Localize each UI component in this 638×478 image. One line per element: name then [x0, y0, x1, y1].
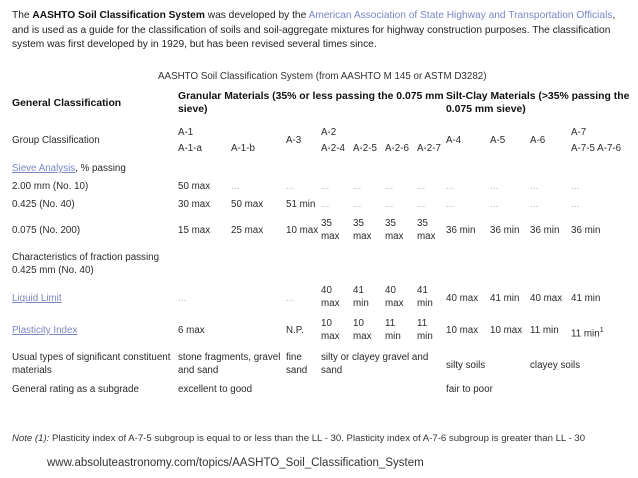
sieve-row2-a7: ...	[571, 199, 580, 210]
group-a3: A-3	[286, 135, 302, 146]
plasticity-index-link[interactable]: Plasticity Index	[12, 325, 78, 336]
sieve-row2-a24: ...	[321, 199, 330, 210]
group-a76: A-7-6	[597, 143, 622, 154]
ll-a1: ...	[178, 293, 187, 304]
pi-a26-value: 11	[385, 318, 396, 329]
footnote-text: Plasticity index of A-7-5 subgroup is equal to or less than the LL - 30. Plasticity index of A-7-6 subgroup is greater than LL - 30	[49, 433, 586, 444]
ll-a25-value: 41	[353, 285, 364, 296]
aashto-link[interactable]: American Association of State Highway and Transportation Officials	[308, 10, 613, 21]
ll-a24-qual: max	[321, 298, 340, 309]
ll-a26-qual: max	[385, 298, 404, 309]
header-granular-2: sieve)	[178, 104, 208, 115]
group-a1: A-1	[178, 127, 194, 138]
ll-a26-value: 40	[385, 285, 396, 296]
intro-text-2: was developed by the	[204, 10, 309, 21]
group-a27: A-2-7	[417, 143, 441, 154]
sieve-row2-a27: ...	[417, 199, 426, 210]
sieve-row1-a5: ...	[490, 181, 499, 192]
sieve-row1-a1a: 50 max	[178, 181, 211, 192]
sieve-row3-a24-qual: max	[321, 231, 340, 242]
pi-a5: 10 max	[490, 325, 523, 336]
usual-fine-2: sand	[286, 365, 308, 376]
group-a5: A-5	[490, 135, 506, 146]
sieve-row2-a25: ...	[353, 199, 362, 210]
usual-a2-2: sand	[321, 365, 343, 376]
group-a2: A-2	[321, 127, 337, 138]
ll-a3: ...	[286, 293, 295, 304]
pi-a26-qual: min	[385, 331, 401, 342]
sieve-row3-a5: 36 min	[490, 225, 520, 236]
sieve-row3-label: 0.075 (No. 200)	[12, 225, 81, 236]
pi-a6: 11 min	[530, 325, 559, 336]
sieve-row3-a1b: 25 max	[231, 225, 264, 236]
group-a4: A-4	[446, 135, 462, 146]
ll-a27-qual: min	[417, 298, 433, 309]
sieve-row3-a25-value: 35	[353, 218, 364, 229]
pi-a27-value: 11	[417, 318, 428, 329]
usual-granular-2: and sand	[178, 365, 219, 376]
pi-a7-footnote: 1	[599, 327, 604, 334]
sieve-row1-a7: ...	[571, 181, 580, 192]
sieve-row2-a1a: 30 max	[178, 199, 211, 210]
source-url: www.absoluteastronomy.com/topics/AASHTO_Soil_Classification_System	[47, 457, 424, 469]
table-caption: AASHTO Soil Classification System (from AASHTO M 145 or ASTM D3282)	[158, 71, 487, 82]
group-a24: A-2-4	[321, 143, 345, 154]
sieve-row2-a1b: 50 max	[231, 199, 264, 210]
group-a25: A-2-5	[353, 143, 377, 154]
sieve-row1-a4: ...	[446, 181, 455, 192]
ll-a24-value: 40	[321, 285, 332, 296]
ll-a25-qual: min	[353, 298, 369, 309]
pi-a25-value: 10	[353, 318, 364, 329]
ll-a27-value: 41	[417, 285, 428, 296]
pi-a25-qual: max	[353, 331, 372, 342]
ll-a7: 41 min	[571, 293, 601, 304]
pi-a7-value: 11 min	[571, 328, 600, 340]
rating-poor: fair to poor	[446, 384, 493, 395]
sieve-row3-a26-value: 35	[385, 218, 396, 229]
ll-a5: 41 min	[490, 293, 520, 304]
sieve-row1-a6: ...	[530, 181, 539, 192]
sieve-row3-a4: 36 min	[446, 225, 476, 236]
sieve-row2-a5: ...	[490, 199, 499, 210]
pi-a27-qual: min	[417, 331, 433, 342]
sieve-row3-a7: 36 min	[571, 225, 601, 236]
group-a7: A-7	[571, 127, 587, 138]
header-silt-clay: Silt-Clay Materials (>35% passing the	[446, 91, 630, 102]
sieve-row3-a27-qual: max	[417, 231, 436, 242]
sieve-row3-a3: 10 max	[286, 225, 319, 236]
usual-types-label-2: materials	[12, 365, 52, 376]
fraction-label-1: Characteristics of fraction passing	[12, 252, 160, 263]
pi-a1: 6 max	[178, 325, 205, 336]
footnote	[12, 433, 585, 444]
sieve-row1-a25: ...	[353, 181, 362, 192]
group-a26: A-2-6	[385, 143, 409, 154]
sieve-row1-a1b: ...	[231, 181, 240, 192]
header-general-classification: General Classification	[12, 98, 122, 109]
intro-text-1: The	[12, 10, 33, 21]
sieve-row3-a26-qual: max	[385, 231, 404, 242]
sieve-row2-a6: ...	[530, 199, 539, 210]
pi-a7	[571, 325, 604, 340]
sieve-row2-label: 0.425 (No. 40)	[12, 199, 75, 210]
rating-label: General rating as a subgrade	[12, 384, 139, 395]
ll-a4: 40 max	[446, 293, 479, 304]
group-a75-a76	[571, 143, 621, 155]
sieve-row3-a24-value: 35	[321, 218, 332, 229]
sieve-row2-a3: 51 min	[286, 199, 316, 210]
pi-a24-qual: max	[321, 331, 340, 342]
sieve-row2-a4: ...	[446, 199, 455, 210]
usual-fine-1: fine	[286, 352, 302, 363]
sieve-analysis-suffix: , % passing	[75, 163, 126, 174]
sieve-row3-a25-qual: max	[353, 231, 372, 242]
sieve-row3-a1a: 15 max	[178, 225, 211, 236]
pi-a3: N.P.	[286, 325, 304, 336]
sieve-row1-a26: ...	[385, 181, 394, 192]
intro-title: AASHTO Soil Classification System	[32, 10, 205, 21]
usual-types-label-1: Usual types of significant constituent	[12, 352, 171, 363]
rating-good: excellent to good	[178, 384, 253, 395]
sieve-row1-a27: ...	[417, 181, 426, 192]
intro-paragraph	[12, 9, 630, 53]
sieve-row1-label: 2.00 mm (No. 10)	[12, 181, 89, 192]
sieve-row2-a26: ...	[385, 199, 394, 210]
group-a6: A-6	[530, 135, 546, 146]
liquid-limit-link[interactable]: Liquid Limit	[12, 293, 62, 304]
sieve-row3-a6: 36 min	[530, 225, 560, 236]
usual-a2-1: silty or clayey gravel and	[321, 352, 429, 363]
header-silt-clay-2: 0.075 mm sieve)	[446, 104, 526, 115]
usual-clayey-soils: clayey soils	[530, 360, 581, 371]
footnote-lead: Note (1):	[12, 433, 50, 444]
group-a1a: A-1-a	[178, 143, 202, 154]
sieve-row1-a3: ...	[286, 181, 295, 192]
fraction-label-2: 0.425 mm (No. 40)	[12, 265, 94, 276]
sieve-row1-a24: ...	[321, 181, 330, 192]
header-granular: Granular Materials (35% or less passing the 0.075 mm	[178, 91, 444, 102]
sieve-row3-a27-value: 35	[417, 218, 428, 229]
group-classification-label: Group Classification	[12, 135, 100, 146]
pi-a4: 10 max	[446, 325, 479, 336]
group-a75: A-7-5	[571, 143, 595, 154]
group-a1b: A-1-b	[231, 143, 255, 154]
usual-granular-1: stone fragments, gravel	[178, 352, 281, 363]
pi-a24-value: 10	[321, 318, 332, 329]
usual-silty-soils: silty soils	[446, 360, 486, 371]
ll-a6: 40 max	[530, 293, 563, 304]
intro-text-3: , and is used as a guide for the classification of soils and soil-aggregate mixtures for highway construction purposes. The classification system was first developed by in 1929, but has been revised several times since.	[12, 10, 616, 50]
sieve-analysis-label	[12, 163, 126, 175]
sieve-analysis-link[interactable]: Sieve Analysis	[12, 163, 76, 174]
